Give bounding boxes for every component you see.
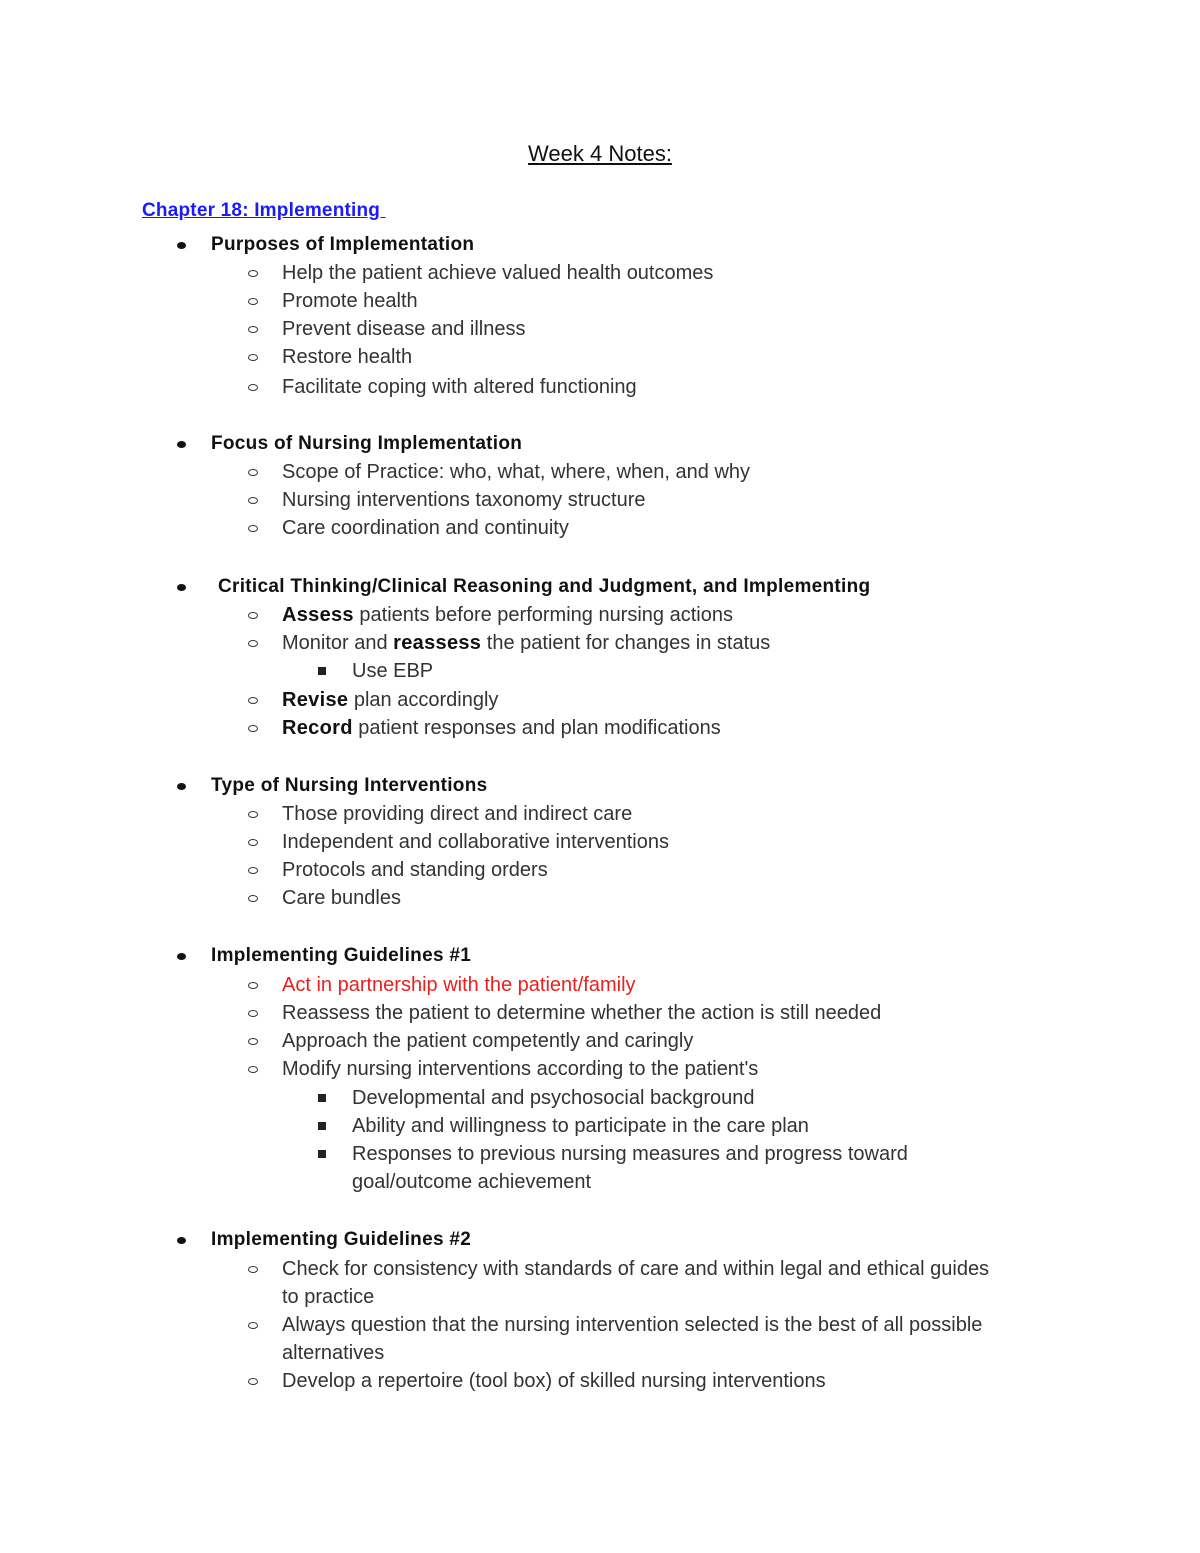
- section-heading: Implementing Guidelines #2: [211, 1229, 472, 1250]
- page-title: Week 4 Notes:: [528, 141, 672, 166]
- bullet-circle-icon: [248, 326, 258, 333]
- list-item: [282, 601, 733, 629]
- item-text: the patient for changes in status: [481, 632, 771, 654]
- list-item-continuation: alternatives: [282, 1342, 385, 1364]
- section-heading: Purposes of Implementation: [211, 234, 475, 255]
- list-item: Care coordination and continuity: [282, 517, 569, 539]
- list-item: Protocols and standing orders: [282, 859, 548, 881]
- bullet-circle-icon: [248, 1378, 258, 1385]
- list-item: Prevent disease and illness: [282, 318, 526, 340]
- bullet-circle-icon: [248, 811, 258, 818]
- bullet-circle-icon: [248, 354, 258, 361]
- bullet-circle-icon: [248, 640, 258, 647]
- bullet-dot-icon: [177, 953, 186, 960]
- bullet-square-icon: [318, 1122, 326, 1130]
- item-text: plan accordingly: [348, 689, 499, 711]
- list-item: Care bundles: [282, 887, 401, 909]
- list-item: Those providing direct and indirect care: [282, 803, 633, 825]
- list-item-continuation: to practice: [282, 1286, 375, 1308]
- bold-term: Assess: [282, 604, 354, 626]
- list-item: Restore health: [282, 346, 413, 368]
- bullet-dot-icon: [177, 441, 186, 448]
- list-item: Promote health: [282, 290, 418, 312]
- list-item: Approach the patient competently and caringly: [282, 1030, 694, 1052]
- list-item: Develop a repertoire (tool box) of skilled nursing interventions: [282, 1370, 826, 1392]
- item-text: Monitor and: [282, 632, 394, 654]
- bullet-circle-icon: [248, 1010, 258, 1017]
- bullet-circle-icon: [248, 697, 258, 704]
- section-heading: Critical Thinking/Clinical Reasoning and Judgment, and Implementing: [218, 576, 871, 597]
- list-item: Reassess the patient to determine whether the action is still needed: [282, 1002, 882, 1024]
- list-item: Independent and collaborative interventions: [282, 831, 669, 853]
- bullet-square-icon: [318, 1094, 326, 1102]
- bullet-circle-icon: [248, 1266, 258, 1273]
- list-item: [282, 629, 770, 657]
- list-item: Facilitate coping with altered functioning: [282, 376, 637, 398]
- bullet-circle-icon: [248, 298, 258, 305]
- bullet-square-icon: [318, 1150, 326, 1158]
- list-item: Always question that the nursing intervention selected is the best of all possible: [282, 1314, 983, 1336]
- sub-list-item: Ability and willingness to participate in the care plan: [352, 1115, 809, 1137]
- item-text: patient responses and plan modifications: [352, 717, 721, 739]
- bullet-dot-icon: [177, 242, 186, 249]
- bullet-circle-icon: [248, 1066, 258, 1073]
- sub-list-item-continuation: goal/outcome achievement: [352, 1171, 592, 1193]
- chapter-heading-link[interactable]: Chapter 18: Implementing: [142, 200, 386, 221]
- bullet-circle-icon: [248, 525, 258, 532]
- bullet-circle-icon: [248, 469, 258, 476]
- bullet-circle-icon: [248, 612, 258, 619]
- bold-term: Record: [282, 717, 353, 739]
- bullet-circle-icon: [248, 982, 258, 989]
- list-item: [282, 714, 721, 742]
- sub-list-item: Responses to previous nursing measures and progress toward: [352, 1143, 908, 1165]
- bullet-circle-icon: [248, 895, 258, 902]
- bullet-circle-icon: [248, 384, 258, 391]
- list-item: Help the patient achieve valued health outcomes: [282, 262, 714, 284]
- bold-term: Revise: [282, 689, 349, 711]
- bullet-circle-icon: [248, 270, 258, 277]
- list-item: Scope of Practice: who, what, where, when, and why: [282, 461, 751, 483]
- list-item-highlighted: Act in partnership with the patient/family: [282, 974, 636, 996]
- bold-term: reassess: [393, 632, 482, 654]
- bullet-circle-icon: [248, 839, 258, 846]
- bullet-dot-icon: [177, 1237, 186, 1244]
- bullet-circle-icon: [248, 497, 258, 504]
- list-item: Nursing interventions taxonomy structure: [282, 489, 646, 511]
- item-text: patients before performing nursing actions: [353, 604, 733, 626]
- bullet-dot-icon: [177, 584, 186, 591]
- bullet-dot-icon: [177, 783, 186, 790]
- section-heading: Implementing Guidelines #1: [211, 945, 472, 966]
- list-item: Check for consistency with standards of care and within legal and ethical guides: [282, 1258, 990, 1280]
- section-heading: Type of Nursing Interventions: [211, 775, 488, 796]
- sub-list-item: Developmental and psychosocial background: [352, 1087, 755, 1109]
- bullet-circle-icon: [248, 1322, 258, 1329]
- section-heading: Focus of Nursing Implementation: [211, 433, 523, 454]
- bullet-circle-icon: [248, 867, 258, 874]
- bullet-circle-icon: [248, 725, 258, 732]
- list-item: [282, 686, 498, 714]
- bullet-square-icon: [318, 667, 326, 675]
- list-item: Modify nursing interventions according to the patient's: [282, 1058, 759, 1080]
- bullet-circle-icon: [248, 1038, 258, 1045]
- sub-list-item: Use EBP: [352, 660, 434, 682]
